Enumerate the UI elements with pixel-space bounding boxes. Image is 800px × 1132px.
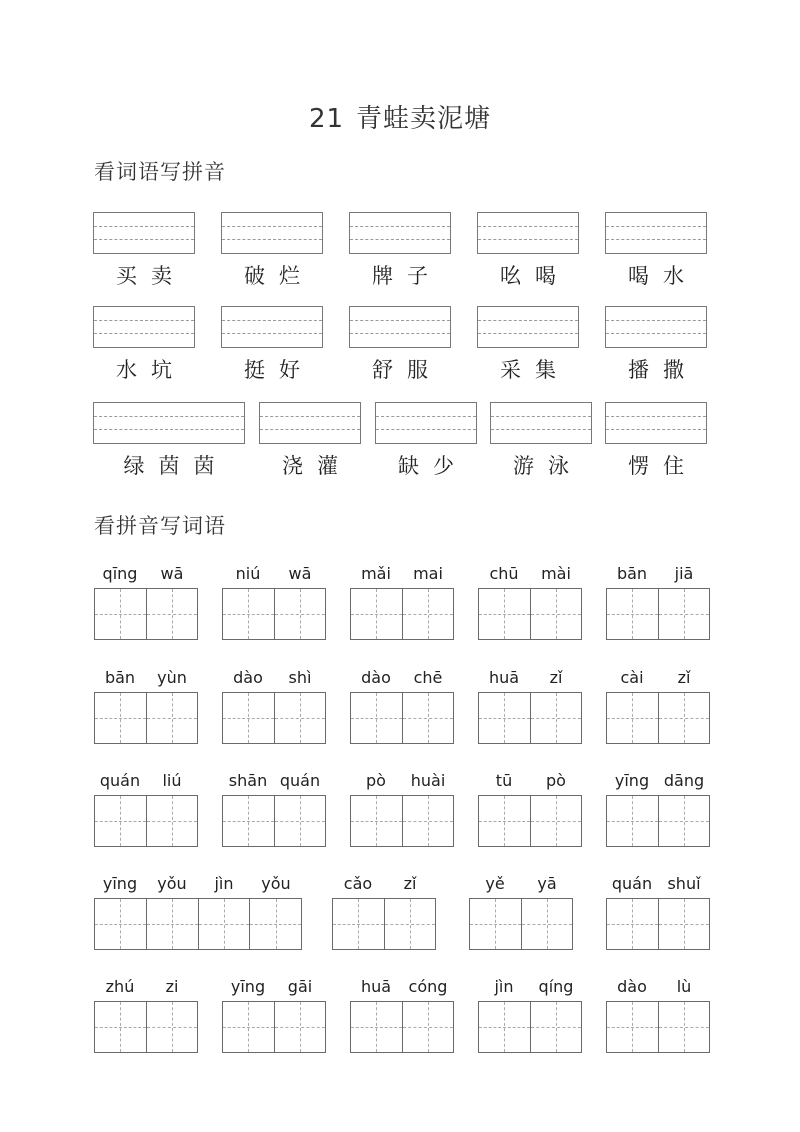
pinyin-answer-box[interactable] [605, 402, 707, 444]
pinyin-syllable: quán [611, 874, 653, 893]
character-grid[interactable] [478, 1001, 582, 1053]
character-cell[interactable] [659, 796, 710, 846]
character-cell[interactable] [531, 589, 582, 639]
pinyin-answer-box[interactable] [477, 212, 579, 254]
pinyin-syllable: yě [485, 874, 505, 893]
vocab-word: 游泳 [513, 454, 583, 478]
character-grid[interactable] [469, 898, 573, 950]
pinyin-prompt [478, 564, 582, 586]
vocab-word: 缺少 [398, 454, 468, 478]
pinyin-syllable: shuǐ [667, 874, 701, 893]
pinyin-answer-box[interactable] [93, 212, 195, 254]
character-cell[interactable] [147, 693, 198, 743]
character-grid[interactable] [606, 795, 710, 847]
character-grid[interactable] [350, 1001, 454, 1053]
pinyin-syllable: zi [165, 977, 179, 996]
vocab-word: 采集 [500, 358, 570, 382]
pinyin-prompt [606, 977, 710, 999]
character-cell[interactable] [479, 1002, 531, 1052]
pinyin-syllable: yǒu [157, 874, 187, 893]
pinyin-answer-box[interactable] [259, 402, 361, 444]
pinyin-syllable: cǎo [343, 874, 373, 893]
pinyin-prompt [332, 874, 436, 896]
pinyin-syllable: quán [279, 771, 321, 790]
pinyin-syllable: huài [410, 771, 446, 790]
character-cell[interactable] [223, 796, 275, 846]
character-cell[interactable] [607, 1002, 659, 1052]
character-cell[interactable] [403, 693, 454, 743]
character-grid[interactable] [350, 692, 454, 744]
pinyin-prompt [606, 771, 710, 793]
pinyin-syllable: niú [235, 564, 261, 583]
pinyin-prompt [606, 874, 710, 896]
pinyin-prompt [222, 771, 326, 793]
character-cell[interactable] [351, 693, 403, 743]
character-grid[interactable] [94, 692, 198, 744]
page-title [0, 98, 800, 135]
pinyin-syllable: cóng [408, 977, 448, 996]
character-cell[interactable] [275, 589, 326, 639]
pinyin-syllable: yīng [230, 977, 266, 996]
pinyin-prompt [350, 771, 454, 793]
character-grid[interactable] [478, 692, 582, 744]
character-cell[interactable] [479, 796, 531, 846]
character-cell[interactable] [607, 589, 659, 639]
pinyin-answer-box[interactable] [375, 402, 477, 444]
character-cell[interactable] [147, 796, 198, 846]
pinyin-syllable: qīng [102, 564, 138, 583]
character-cell[interactable] [333, 899, 385, 949]
character-cell[interactable] [147, 589, 198, 639]
vocab-word: 舒服 [372, 358, 442, 382]
vocab-word: 水坑 [116, 358, 186, 382]
character-cell[interactable] [351, 589, 403, 639]
pinyin-syllable: dào [617, 977, 647, 996]
character-cell[interactable] [607, 796, 659, 846]
vocab-word: 破烂 [244, 264, 314, 288]
character-grid[interactable] [606, 692, 710, 744]
character-cell[interactable] [95, 796, 147, 846]
pinyin-syllable: cài [620, 668, 644, 687]
character-grid[interactable] [222, 588, 326, 640]
pinyin-syllable: jìn [214, 874, 234, 893]
character-grid[interactable] [94, 898, 302, 950]
character-cell[interactable] [95, 589, 147, 639]
vocab-word: 播撒 [628, 358, 698, 382]
pinyin-prompt [478, 668, 582, 690]
pinyin-syllable: dào [233, 668, 263, 687]
vocab-word: 浇灌 [282, 454, 352, 478]
character-grid[interactable] [350, 588, 454, 640]
lesson-number: 21 [308, 104, 345, 134]
character-cell[interactable] [223, 589, 275, 639]
pinyin-prompt [606, 668, 710, 690]
pinyin-syllable: zhú [105, 977, 135, 996]
pinyin-syllable: mǎi [361, 564, 391, 583]
character-cell[interactable] [403, 589, 454, 639]
pinyin-syllable: quán [99, 771, 141, 790]
vocab-word: 喝水 [628, 264, 698, 288]
pinyin-prompt [94, 977, 198, 999]
character-cell[interactable] [351, 1002, 403, 1052]
character-grid[interactable] [94, 795, 198, 847]
pinyin-answer-box[interactable] [477, 306, 579, 348]
character-grid[interactable] [606, 1001, 710, 1053]
character-cell[interactable] [531, 693, 582, 743]
character-grid[interactable] [222, 1001, 326, 1053]
vocab-word: 买卖 [116, 264, 186, 288]
pinyin-syllable: shān [228, 771, 268, 790]
vocab-word: 牌子 [372, 264, 442, 288]
pinyin-answer-box[interactable] [605, 306, 707, 348]
vocab-word: 挺好 [244, 358, 314, 382]
pinyin-prompt [469, 874, 573, 896]
pinyin-syllable: huā [360, 977, 392, 996]
vocab-word: 愣住 [628, 454, 698, 478]
pinyin-syllable: dāng [663, 771, 705, 790]
character-grid[interactable] [478, 588, 582, 640]
pinyin-prompt [350, 977, 454, 999]
character-cell[interactable] [95, 899, 147, 949]
pinyin-syllable: zǐ [403, 874, 417, 893]
pinyin-syllable: gāi [287, 977, 313, 996]
character-cell[interactable] [147, 1002, 198, 1052]
pinyin-syllable: zǐ [677, 668, 691, 687]
pinyin-prompt [478, 977, 582, 999]
pinyin-answer-box[interactable] [349, 212, 451, 254]
pinyin-syllable: jiā [674, 564, 694, 583]
pinyin-syllable: yǒu [261, 874, 291, 893]
pinyin-prompt [222, 977, 326, 999]
pinyin-syllable: lù [676, 977, 692, 996]
character-grid[interactable] [606, 898, 710, 950]
character-cell[interactable] [351, 796, 403, 846]
character-cell[interactable] [522, 899, 573, 949]
pinyin-syllable: pò [366, 771, 386, 790]
character-cell[interactable] [275, 1002, 326, 1052]
character-cell[interactable] [403, 796, 454, 846]
character-grid[interactable] [222, 795, 326, 847]
character-cell[interactable] [479, 693, 531, 743]
pinyin-syllable: pò [546, 771, 566, 790]
character-cell[interactable] [479, 589, 531, 639]
character-cell[interactable] [607, 899, 659, 949]
pinyin-prompt [606, 564, 710, 586]
pinyin-syllable: liú [162, 771, 182, 790]
character-cell[interactable] [223, 1002, 275, 1052]
section-heading-write-pinyin: 看词语写拼音 [94, 160, 226, 184]
character-grid[interactable] [332, 898, 436, 950]
pinyin-answer-box[interactable] [93, 402, 245, 444]
character-cell[interactable] [275, 693, 326, 743]
pinyin-syllable: bān [616, 564, 648, 583]
character-cell[interactable] [403, 1002, 454, 1052]
pinyin-answer-box[interactable] [605, 212, 707, 254]
character-cell[interactable] [385, 899, 436, 949]
pinyin-answer-box[interactable] [349, 306, 451, 348]
pinyin-syllable: chū [489, 564, 519, 583]
pinyin-syllable: shì [288, 668, 312, 687]
character-grid[interactable] [94, 588, 198, 640]
character-cell[interactable] [95, 1002, 147, 1052]
pinyin-prompt [94, 564, 198, 586]
pinyin-answer-box[interactable] [490, 402, 592, 444]
character-cell[interactable] [275, 796, 326, 846]
pinyin-syllable: chē [413, 668, 443, 687]
character-cell[interactable] [659, 899, 710, 949]
pinyin-syllable: wā [288, 564, 312, 583]
character-grid[interactable] [222, 692, 326, 744]
pinyin-prompt [222, 564, 326, 586]
pinyin-prompt [222, 668, 326, 690]
vocab-word: 绿茵茵 [123, 454, 229, 478]
pinyin-answer-box[interactable] [221, 306, 323, 348]
character-cell[interactable] [223, 693, 275, 743]
section-heading-write-words: 看拼音写词语 [94, 514, 226, 538]
pinyin-prompt [478, 771, 582, 793]
character-cell[interactable] [199, 899, 251, 949]
pinyin-answer-box[interactable] [93, 306, 195, 348]
character-grid[interactable] [478, 795, 582, 847]
character-cell[interactable] [95, 693, 147, 743]
character-grid[interactable] [350, 795, 454, 847]
pinyin-syllable: huā [488, 668, 520, 687]
character-cell[interactable] [531, 796, 582, 846]
pinyin-syllable: bān [104, 668, 136, 687]
character-cell[interactable] [659, 589, 710, 639]
character-cell[interactable] [659, 693, 710, 743]
pinyin-syllable: yā [537, 874, 557, 893]
character-cell[interactable] [470, 899, 522, 949]
pinyin-syllable: yùn [157, 668, 187, 687]
pinyin-syllable: wā [160, 564, 184, 583]
character-cell[interactable] [531, 1002, 582, 1052]
pinyin-prompt [350, 564, 454, 586]
pinyin-syllable: qíng [538, 977, 574, 996]
pinyin-prompt [94, 771, 198, 793]
pinyin-prompt [94, 874, 302, 896]
character-grid[interactable] [94, 1001, 198, 1053]
character-grid[interactable] [606, 588, 710, 640]
character-cell[interactable] [607, 693, 659, 743]
pinyin-prompt [94, 668, 198, 690]
pinyin-syllable: yīng [102, 874, 138, 893]
lesson-title: 青蛙卖泥塘 [356, 104, 492, 134]
pinyin-syllable: jìn [494, 977, 514, 996]
pinyin-syllable: tū [495, 771, 513, 790]
character-cell[interactable] [659, 1002, 710, 1052]
character-cell[interactable] [147, 899, 199, 949]
pinyin-answer-box[interactable] [221, 212, 323, 254]
character-cell[interactable] [250, 899, 301, 949]
pinyin-syllable: zǐ [549, 668, 563, 687]
pinyin-syllable: mai [413, 564, 443, 583]
pinyin-syllable: yīng [614, 771, 650, 790]
vocab-word: 吆喝 [500, 264, 570, 288]
pinyin-syllable: mài [541, 564, 571, 583]
pinyin-syllable: dào [361, 668, 391, 687]
pinyin-prompt [350, 668, 454, 690]
